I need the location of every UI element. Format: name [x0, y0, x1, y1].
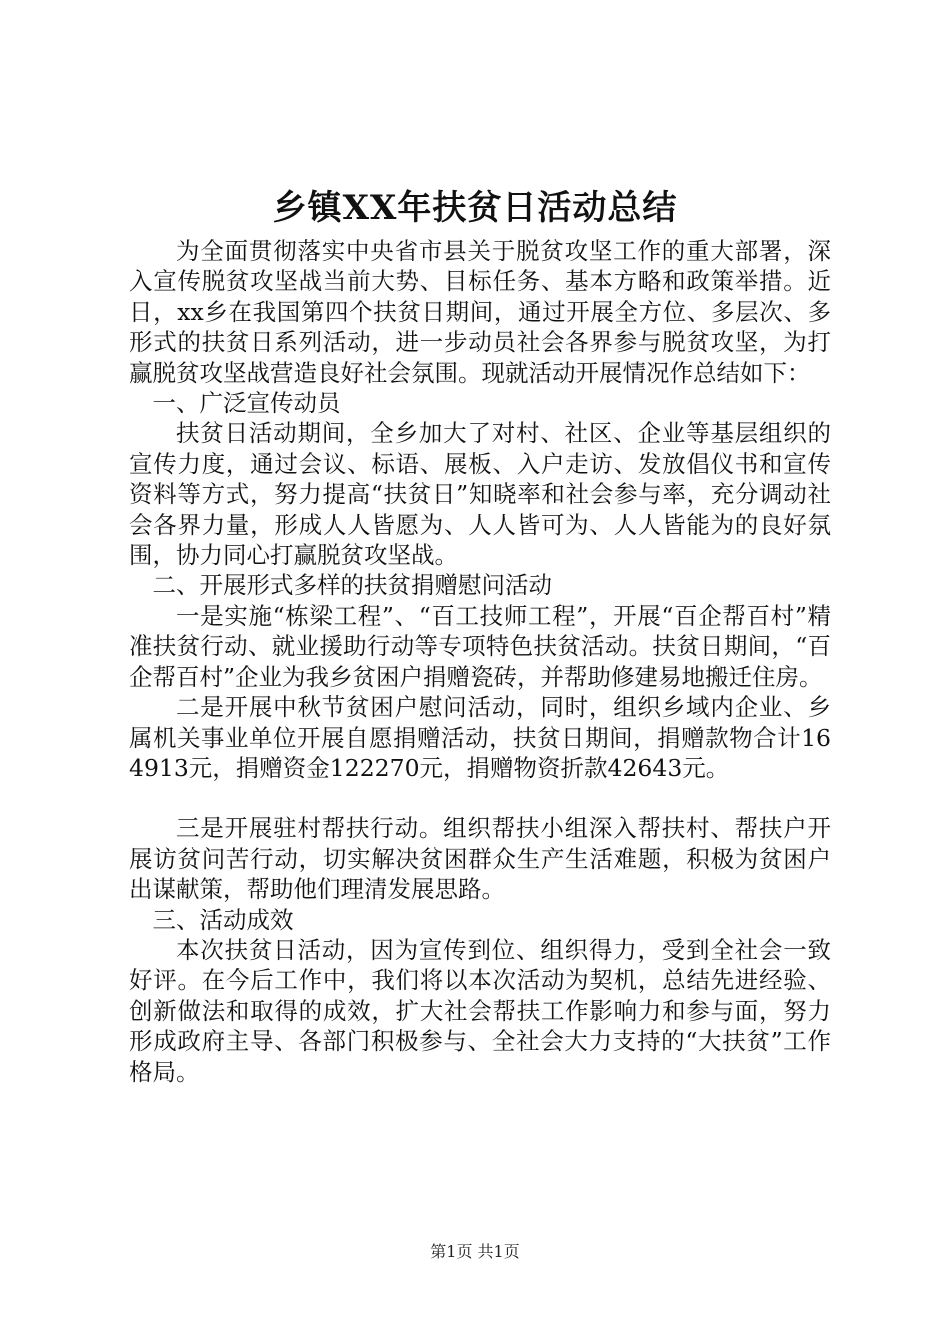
section-heading-1: 一、广泛宣传动员 [152, 389, 341, 418]
section-3-paragraph: 本次扶贫日活动，因为宣传到位、组织得力，受到全社会一致好评。在今后工作中，我们将以本次活动为契机，总结先进经验、创新做法和取得的成效，扩大社会帮扶工作影响力和参与面，努力形成政府主导、各部门积极参与、全社会大力支持的“大扶贫”工作格局。 [129, 935, 831, 1086]
section-1-paragraph: 扶贫日活动期间，全乡加大了对村、社区、企业等基层组织的宣传力度，通过会议、标语、展板、入户走访、发放倡仪书和宣传资料等方式，努力提高“扶贫日”知晓率和社会参与率，充分调动社会各界力量，形成人人皆愿为、人人皆可为、人人皆能为的良好氛围，协力同心打赢脱贫攻坚战。 [129, 419, 831, 570]
page-footer: 第1页 共1页 [430, 1242, 520, 1261]
section-heading-3: 三、活动成效 [152, 905, 294, 934]
section-2-paragraph-1: 一是实施“栋梁工程”、“百工技师工程”，开展“百企帮百村”精准扶贫行动、就业援助行动等专项特色扶贫活动。扶贫日期间，“百企帮百村”企业为我乡贫困户捐赠瓷砖，并帮助修建易地搬迁住房。 [129, 601, 831, 691]
section-2-paragraph-3: 三是开展驻村帮扶行动。组织帮扶小组深入帮扶村、帮扶户开展访贫问苦行动，切实解决贫困群众生产生活难题，积极为贫困户出谋献策，帮助他们理清发展思路。 [129, 814, 831, 904]
section-2-paragraph-2: 二是开展中秋节贫困户慰问活动，同时，组织乡域内企业、乡属机关事业单位开展自愿捐赠活动，扶贫日期间，捐赠款物合计164913元，捐赠资金122270元，捐赠物资折款42643元。 [129, 693, 831, 782]
document-body [129, 236, 831, 1087]
section-heading-2: 二、开展形式多样的扶贫捐赠慰问活动 [152, 571, 552, 600]
document-title: 乡镇XX年扶贫日活动总结 [272, 188, 678, 228]
intro-paragraph: 为全面贯彻落实中央省市县关于脱贫攻坚工作的重大部署，深入宣传脱贫攻坚战当前大势、目标任务、基本方略和政策举措。近日，xx乡在我国第四个扶贫日期间，通过开展全方位、多层次、多形式的扶贫日系列活动，进一步动员社会各界参与脱贫攻坚，为打赢脱贫攻坚战营造良好社会氛围。现就活动开展情况作总结如下： [129, 237, 831, 387]
